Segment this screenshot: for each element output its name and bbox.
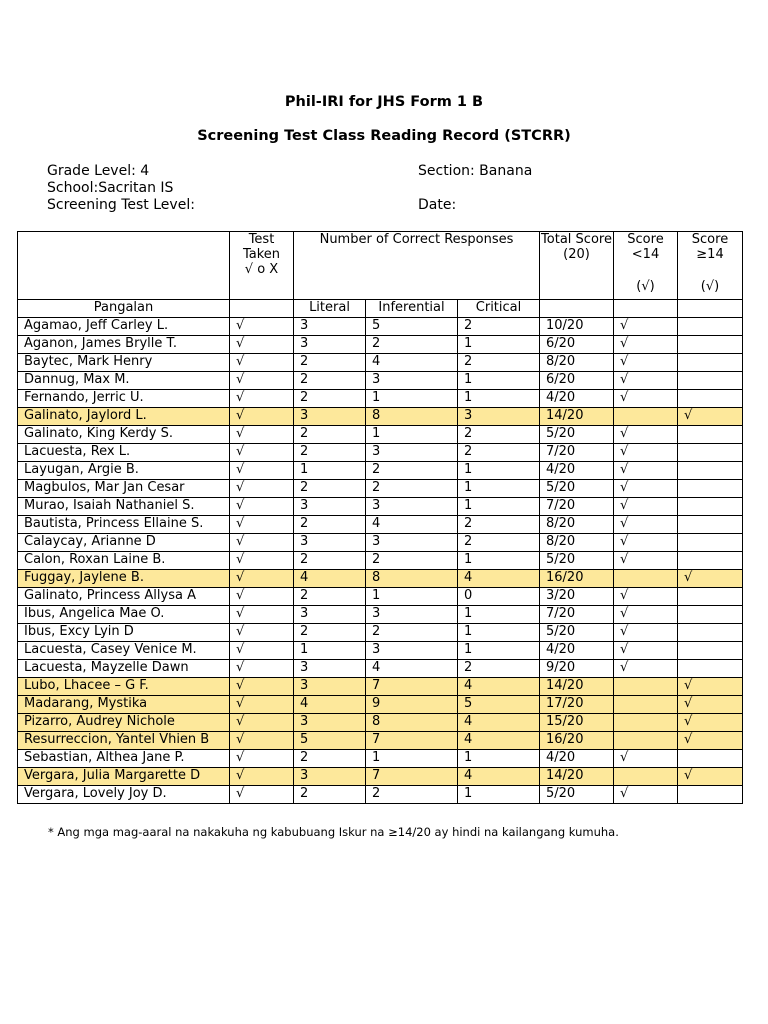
- critical-score: 1: [458, 480, 540, 498]
- inferential-score: 8: [366, 408, 458, 426]
- critical-score: 2: [458, 354, 540, 372]
- inferential-score: 7: [366, 732, 458, 750]
- table-row: [18, 534, 743, 552]
- total-score-sub-label: (20): [563, 247, 590, 262]
- score-high-mark: [678, 390, 743, 408]
- subheader-blank: [230, 300, 294, 318]
- table-row: [18, 660, 743, 678]
- literal-score: 2: [294, 588, 366, 606]
- student-name: Sebastian, Althea Jane P.: [18, 750, 230, 768]
- score-high-mark: [678, 588, 743, 606]
- critical-score: 3: [458, 408, 540, 426]
- student-name: Vergara, Julia Margarette D: [18, 768, 230, 786]
- literal-score: 4: [294, 570, 366, 588]
- total-score: 3/20: [540, 588, 614, 606]
- literal-score: 3: [294, 498, 366, 516]
- test-taken-mark: √: [230, 696, 294, 714]
- total-score: 16/20: [540, 570, 614, 588]
- test-taken-mark: √: [230, 408, 294, 426]
- literal-score: 2: [294, 480, 366, 498]
- score-low-mark: [614, 768, 678, 786]
- literal-score: 2: [294, 750, 366, 768]
- student-name: Aganon, James Brylle T.: [18, 336, 230, 354]
- score-low-mark: √: [614, 480, 678, 498]
- score-low-mark: √: [614, 552, 678, 570]
- inferential-score: 3: [366, 642, 458, 660]
- test-taken-mark: √: [230, 570, 294, 588]
- subheader-blank: [540, 300, 614, 318]
- score-low-mark: √: [614, 462, 678, 480]
- score-high-mark: [678, 480, 743, 498]
- critical-score: 1: [458, 624, 540, 642]
- score-high-mark: [678, 498, 743, 516]
- student-name: Ibus, Excy Lyin D: [18, 624, 230, 642]
- table-row: [18, 462, 743, 480]
- score-low-mark: [614, 732, 678, 750]
- table-row: [18, 606, 743, 624]
- inferential-score: 1: [366, 588, 458, 606]
- total-score: 8/20: [540, 534, 614, 552]
- score-high-mark: [678, 624, 743, 642]
- score-low-mark: √: [614, 426, 678, 444]
- student-name: Resurreccion, Yantel Vhien B: [18, 732, 230, 750]
- header-literal: Literal: [294, 300, 366, 318]
- test-taken-mark: √: [230, 588, 294, 606]
- table-row: [18, 390, 743, 408]
- critical-score: 1: [458, 372, 540, 390]
- table-row: [18, 570, 743, 588]
- student-name: Calaycay, Arianne D: [18, 534, 230, 552]
- total-score: 6/20: [540, 336, 614, 354]
- critical-score: 2: [458, 516, 540, 534]
- test-taken-mark: √: [230, 444, 294, 462]
- test-taken-mark: √: [230, 372, 294, 390]
- total-score: 8/20: [540, 516, 614, 534]
- student-name: Murao, Isaiah Nathaniel S.: [18, 498, 230, 516]
- student-name: Lacuesta, Mayzelle Dawn: [18, 660, 230, 678]
- total-score: 4/20: [540, 390, 614, 408]
- student-name: Fuggay, Jaylene B.: [18, 570, 230, 588]
- critical-score: 2: [458, 318, 540, 336]
- inferential-score: 8: [366, 570, 458, 588]
- literal-score: 4: [294, 696, 366, 714]
- test-taken-mark: √: [230, 768, 294, 786]
- critical-score: 1: [458, 336, 540, 354]
- table-row: [18, 426, 743, 444]
- table-row: [18, 498, 743, 516]
- score-low-mark: √: [614, 390, 678, 408]
- test-taken-mark: √: [230, 786, 294, 804]
- inferential-score: 3: [366, 606, 458, 624]
- inferential-score: 7: [366, 768, 458, 786]
- total-score: 5/20: [540, 552, 614, 570]
- inferential-score: 1: [366, 750, 458, 768]
- inferential-score: 7: [366, 678, 458, 696]
- literal-score: 3: [294, 534, 366, 552]
- test-taken-mark: √: [230, 336, 294, 354]
- total-score: 5/20: [540, 480, 614, 498]
- literal-score: 2: [294, 552, 366, 570]
- total-score: 5/20: [540, 426, 614, 444]
- score-low-mark: √: [614, 588, 678, 606]
- score-low-mark: √: [614, 786, 678, 804]
- literal-score: 3: [294, 678, 366, 696]
- table-row: [18, 336, 743, 354]
- critical-score: 2: [458, 534, 540, 552]
- date-field: Date:: [418, 197, 457, 213]
- table-row: [18, 480, 743, 498]
- score-low-mark: [614, 696, 678, 714]
- score-high-mark: [678, 462, 743, 480]
- score-low-mark: [614, 408, 678, 426]
- subheader-blank: [614, 300, 678, 318]
- score-high-mark: [678, 318, 743, 336]
- total-score: 5/20: [540, 624, 614, 642]
- school-name: School:Sacritan IS: [47, 180, 174, 196]
- test-taken-sub-label: √ o X: [244, 262, 279, 277]
- score-low-mark: √: [614, 516, 678, 534]
- critical-score: 1: [458, 552, 540, 570]
- critical-score: 5: [458, 696, 540, 714]
- score-high-mark: √: [678, 768, 743, 786]
- total-score: 4/20: [540, 462, 614, 480]
- critical-score: 4: [458, 714, 540, 732]
- form-subtitle: Screening Test Class Reading Record (STCRR): [197, 128, 571, 144]
- test-taken-mark: √: [230, 660, 294, 678]
- inferential-score: 2: [366, 624, 458, 642]
- total-score: 9/20: [540, 660, 614, 678]
- table-row: [18, 768, 743, 786]
- score-low-mark: √: [614, 660, 678, 678]
- inferential-score: 2: [366, 462, 458, 480]
- header-correct-responses: Number of Correct Responses: [294, 232, 540, 300]
- inferential-score: 3: [366, 534, 458, 552]
- form-title: Phil-IRI for JHS Form 1 B: [284, 94, 484, 110]
- header-total-score: [540, 232, 614, 300]
- test-taken-mark: √: [230, 426, 294, 444]
- student-name: Galinato, Jaylord L.: [18, 408, 230, 426]
- literal-score: 3: [294, 660, 366, 678]
- student-name: Ibus, Angelica Mae O.: [18, 606, 230, 624]
- literal-score: 3: [294, 336, 366, 354]
- score-low-mark: [614, 570, 678, 588]
- critical-score: 4: [458, 570, 540, 588]
- inferential-score: 4: [366, 516, 458, 534]
- student-name: Lacuesta, Casey Venice M.: [18, 642, 230, 660]
- score-high-mark: [678, 516, 743, 534]
- total-score: 15/20: [540, 714, 614, 732]
- score-low-check-label: (√): [636, 279, 655, 294]
- test-taken-mark: √: [230, 480, 294, 498]
- literal-score: 2: [294, 516, 366, 534]
- student-name: Fernando, Jerric U.: [18, 390, 230, 408]
- student-name: Baytec, Mark Henry: [18, 354, 230, 372]
- literal-score: 1: [294, 642, 366, 660]
- inferential-score: 1: [366, 426, 458, 444]
- student-name: Bautista, Princess Ellaine S.: [18, 516, 230, 534]
- table-row: [18, 552, 743, 570]
- critical-score: 2: [458, 660, 540, 678]
- inferential-score: 3: [366, 444, 458, 462]
- literal-score: 1: [294, 462, 366, 480]
- test-taken-mark: √: [230, 318, 294, 336]
- score-high-mark: [678, 606, 743, 624]
- header-blank-cell: [18, 232, 230, 300]
- student-name: Lubo, Lhacee – G F.: [18, 678, 230, 696]
- literal-score: 3: [294, 714, 366, 732]
- literal-score: 2: [294, 390, 366, 408]
- literal-score: 2: [294, 372, 366, 390]
- total-score: 4/20: [540, 642, 614, 660]
- critical-score: 4: [458, 732, 540, 750]
- score-high-mark: [678, 750, 743, 768]
- table-header-row: [18, 232, 743, 300]
- score-high-mark: [678, 336, 743, 354]
- test-taken-mark: √: [230, 678, 294, 696]
- table-row: [18, 678, 743, 696]
- critical-score: 1: [458, 642, 540, 660]
- header-critical: Critical: [458, 300, 540, 318]
- total-score: 6/20: [540, 372, 614, 390]
- score-low-label: Score <14: [627, 232, 664, 262]
- inferential-score: 4: [366, 354, 458, 372]
- score-low-mark: √: [614, 372, 678, 390]
- test-taken-mark: √: [230, 750, 294, 768]
- inferential-score: 3: [366, 498, 458, 516]
- score-high-mark: [678, 660, 743, 678]
- total-score: 7/20: [540, 444, 614, 462]
- total-score: 5/20: [540, 786, 614, 804]
- table-row: [18, 318, 743, 336]
- student-name: Lacuesta, Rex L.: [18, 444, 230, 462]
- critical-score: 1: [458, 786, 540, 804]
- literal-score: 3: [294, 318, 366, 336]
- header-name: Pangalan: [18, 300, 230, 318]
- class-reading-record-table: [17, 231, 743, 804]
- total-score: 14/20: [540, 678, 614, 696]
- test-taken-mark: √: [230, 552, 294, 570]
- critical-score: 2: [458, 426, 540, 444]
- score-high-mark: [678, 354, 743, 372]
- literal-score: 3: [294, 768, 366, 786]
- total-score: 7/20: [540, 606, 614, 624]
- table-row: [18, 642, 743, 660]
- student-name: Galinato, King Kerdy S.: [18, 426, 230, 444]
- critical-score: 1: [458, 462, 540, 480]
- critical-score: 1: [458, 390, 540, 408]
- score-low-mark: √: [614, 336, 678, 354]
- table-row: [18, 786, 743, 804]
- section-name: Section: Banana: [418, 163, 533, 179]
- score-high-mark: √: [678, 570, 743, 588]
- critical-score: 1: [458, 498, 540, 516]
- score-low-mark: √: [614, 606, 678, 624]
- inferential-score: 2: [366, 552, 458, 570]
- screening-test-level: Screening Test Level:: [47, 197, 195, 213]
- test-taken-mark: √: [230, 606, 294, 624]
- literal-score: 3: [294, 606, 366, 624]
- test-taken-mark: √: [230, 390, 294, 408]
- table-row: [18, 588, 743, 606]
- table-row: [18, 516, 743, 534]
- critical-score: 2: [458, 444, 540, 462]
- table-subheader-row: [18, 300, 743, 318]
- score-low-mark: √: [614, 444, 678, 462]
- student-name: Madarang, Mystika: [18, 696, 230, 714]
- score-low-mark: √: [614, 642, 678, 660]
- table-row: [18, 750, 743, 768]
- score-low-mark: √: [614, 750, 678, 768]
- inferential-score: 9: [366, 696, 458, 714]
- score-high-mark: [678, 426, 743, 444]
- table-row: [18, 444, 743, 462]
- total-score: 17/20: [540, 696, 614, 714]
- student-name: Agamao, Jeff Carley L.: [18, 318, 230, 336]
- critical-score: 4: [458, 768, 540, 786]
- score-high-mark: √: [678, 732, 743, 750]
- table-row: [18, 372, 743, 390]
- inferential-score: 4: [366, 660, 458, 678]
- score-high-mark: √: [678, 714, 743, 732]
- table-row: [18, 732, 743, 750]
- score-low-mark: √: [614, 354, 678, 372]
- test-taken-mark: √: [230, 516, 294, 534]
- test-taken-mark: √: [230, 642, 294, 660]
- inferential-score: 2: [366, 786, 458, 804]
- student-name: Dannug, Max M.: [18, 372, 230, 390]
- student-name: Layugan, Argie B.: [18, 462, 230, 480]
- test-taken-mark: √: [230, 534, 294, 552]
- literal-score: 2: [294, 354, 366, 372]
- critical-score: 1: [458, 750, 540, 768]
- total-score-label: Total Score: [541, 232, 612, 247]
- inferential-score: 1: [366, 390, 458, 408]
- header-score-low: [614, 232, 678, 300]
- total-score: 14/20: [540, 768, 614, 786]
- score-high-mark: √: [678, 696, 743, 714]
- header-score-high: [678, 232, 743, 300]
- critical-score: 4: [458, 678, 540, 696]
- total-score: 8/20: [540, 354, 614, 372]
- score-high-mark: √: [678, 678, 743, 696]
- critical-score: 0: [458, 588, 540, 606]
- table-row: [18, 696, 743, 714]
- test-taken-mark: √: [230, 732, 294, 750]
- score-low-mark: √: [614, 534, 678, 552]
- score-low-mark: [614, 678, 678, 696]
- student-name: Galinato, Princess Allysa A: [18, 588, 230, 606]
- critical-score: 1: [458, 606, 540, 624]
- literal-score: 3: [294, 408, 366, 426]
- total-score: 4/20: [540, 750, 614, 768]
- total-score: 16/20: [540, 732, 614, 750]
- test-taken-mark: √: [230, 714, 294, 732]
- literal-score: 5: [294, 732, 366, 750]
- test-taken-label: Test Taken: [242, 232, 281, 262]
- literal-score: 2: [294, 624, 366, 642]
- inferential-score: 5: [366, 318, 458, 336]
- literal-score: 2: [294, 444, 366, 462]
- score-high-mark: [678, 642, 743, 660]
- total-score: 14/20: [540, 408, 614, 426]
- total-score: 7/20: [540, 498, 614, 516]
- score-low-mark: √: [614, 624, 678, 642]
- table-row: [18, 624, 743, 642]
- score-high-mark: [678, 444, 743, 462]
- score-high-mark: [678, 552, 743, 570]
- student-name: Pizarro, Audrey Nichole: [18, 714, 230, 732]
- inferential-score: 3: [366, 372, 458, 390]
- test-taken-mark: √: [230, 498, 294, 516]
- literal-score: 2: [294, 786, 366, 804]
- test-taken-mark: √: [230, 462, 294, 480]
- student-name: Magbulos, Mar Jan Cesar: [18, 480, 230, 498]
- score-low-mark: √: [614, 498, 678, 516]
- score-high-check-label: (√): [700, 279, 720, 294]
- grade-level: Grade Level: 4: [47, 163, 150, 179]
- score-high-label: Score ≥14: [691, 232, 729, 262]
- test-taken-mark: √: [230, 624, 294, 642]
- header-test-taken: [230, 232, 294, 300]
- table-row: [18, 408, 743, 426]
- total-score: 10/20: [540, 318, 614, 336]
- inferential-score: 8: [366, 714, 458, 732]
- literal-score: 2: [294, 426, 366, 444]
- score-high-mark: [678, 372, 743, 390]
- score-high-mark: [678, 786, 743, 804]
- score-high-mark: [678, 534, 743, 552]
- score-high-mark: √: [678, 408, 743, 426]
- score-low-mark: √: [614, 318, 678, 336]
- inferential-score: 2: [366, 336, 458, 354]
- header-inferential: Inferential: [366, 300, 458, 318]
- student-name: Calon, Roxan Laine B.: [18, 552, 230, 570]
- table-row: [18, 714, 743, 732]
- inferential-score: 2: [366, 480, 458, 498]
- subheader-blank: [678, 300, 743, 318]
- test-taken-mark: √: [230, 354, 294, 372]
- footnote: * Ang mga mag-aaral na nakakuha ng kabubuang Iskur na ≥14/20 ay hindi na kailangang kumuha.: [48, 825, 619, 839]
- score-low-mark: [614, 714, 678, 732]
- student-name: Vergara, Lovely Joy D.: [18, 786, 230, 804]
- table-row: [18, 354, 743, 372]
